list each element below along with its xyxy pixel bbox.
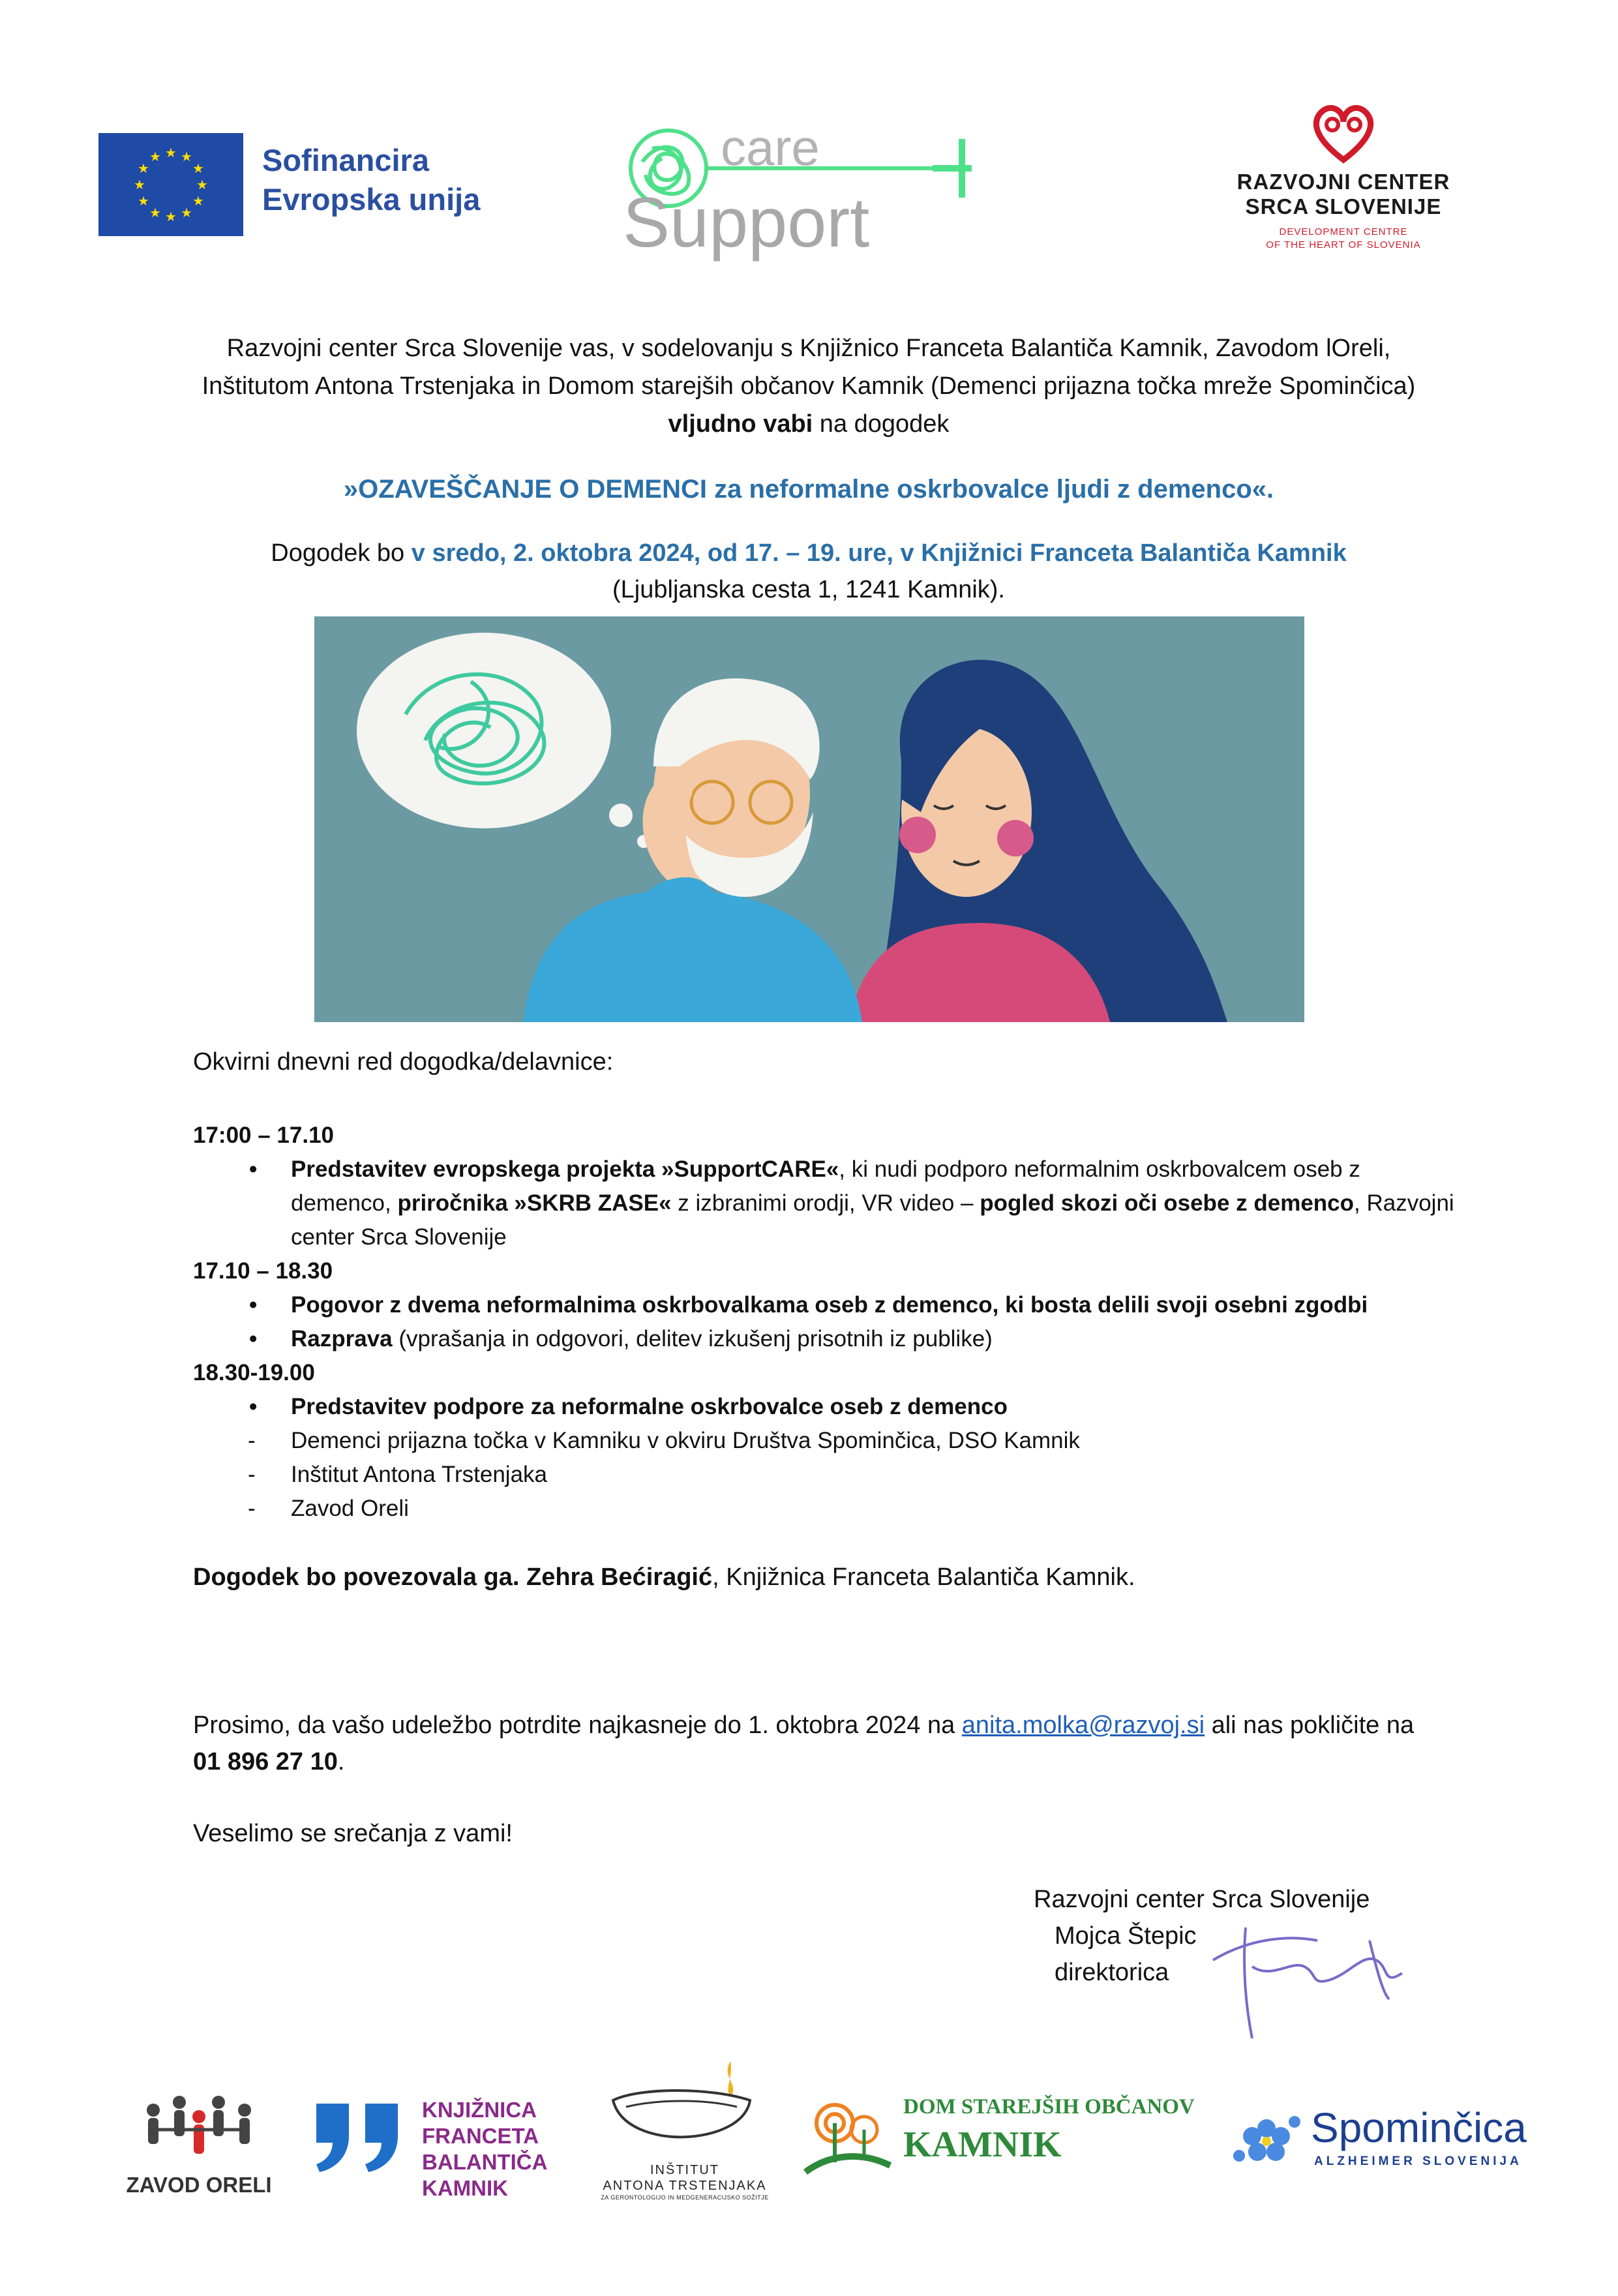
signature-org: Razvojni center Srca Slovenije bbox=[1034, 1886, 1370, 1913]
svg-text:★: ★ bbox=[196, 177, 208, 192]
moderator-line: Dogodek bo povezovala ga. Zehra Bećiragić, Knjižnica Franceta Balantiča Kamnik. bbox=[193, 1563, 1135, 1591]
spomincica-logo: Spominčica ALZHEIMER SLOVENIJA bbox=[1226, 2104, 1552, 2182]
support-care-logo bbox=[623, 123, 981, 273]
rcss-subtitle: DEVELOPMENT CENTRE OF THE HEART OF SLOVENIA bbox=[1266, 226, 1421, 250]
svg-text:★: ★ bbox=[181, 149, 192, 164]
agenda-time-1: 17:00 – 17.10 bbox=[193, 1123, 335, 1148]
agenda-list bbox=[193, 1119, 1465, 1526]
svg-text:★: ★ bbox=[149, 149, 161, 164]
rcss-logo bbox=[1206, 101, 1480, 271]
quote-marks-icon bbox=[310, 2097, 408, 2175]
heart-swirl-icon bbox=[1308, 101, 1379, 166]
svg-text:★: ★ bbox=[134, 177, 145, 192]
oil-lamp-icon bbox=[600, 2048, 770, 2159]
institut-trstenjaka-logo: INŠTITUT ANTONA TRSTENJAKA ZA GERONTOLOGIJO IN MEDGENERACIJSKO SOŽITJE bbox=[600, 2048, 770, 2211]
agenda-item: • Pogovor z dvema neformalnima oskrbovalkama oseb z demenco, ki bosta delili svoji osebni zgodbi bbox=[249, 1292, 1368, 1318]
agenda-time-3: 18.30-19.00 bbox=[193, 1360, 315, 1385]
event-headline: »OZAVEŠČANJE O DEMENCI za neformalne oskrbovalce ljudi z demenco«. bbox=[343, 475, 1274, 504]
svg-text:★: ★ bbox=[138, 193, 149, 209]
event-details: Dogodek bo v sredo, 2. oktobra 2024, od 17. – 19. ure, v Knjižnici Franceta Balantiča Kamnik (Ljubljanska cesta 1, 1241 Kamnik). bbox=[163, 535, 1454, 608]
agenda-item: • Predstavitev evropskega projekta »SupportCARE«, ki nudi podporo neformalnim oskrbovalcem oseb z demenco, priročnika »SKRB ZASE« z izbranimi orodji, VR video – pogled skozi oči osebe z demenco, Razvojni center Srca Slovenije bbox=[249, 1156, 1454, 1250]
eu-cofunded-label: Sofinancira Evropska unija bbox=[262, 143, 481, 217]
dom-starejsih-logo: DOM STAREJŠIH OBČANOV KAMNIK bbox=[799, 2087, 1216, 2185]
agenda-time-2: 17.10 – 18.30 bbox=[193, 1258, 333, 1284]
eu-flag-logo bbox=[98, 133, 243, 236]
rcss-title-1: RAZVOJNI CENTER bbox=[1236, 170, 1450, 194]
svg-text:★: ★ bbox=[138, 160, 149, 176]
people-circle-icon bbox=[134, 2091, 264, 2169]
agenda-title: Okvirni dnevni red dogodka/delavnice: bbox=[193, 1048, 614, 1076]
rsvp-paragraph: Prosimo, da vašo udeležbo potrdite najkasneje do 1. oktobra 2024 na anita.molka@razvoj.si ali nas pokličite na 01 896 27 10. bbox=[193, 1712, 1415, 1775]
tree-landscape-icon bbox=[799, 2087, 897, 2179]
handwritten-signature bbox=[1206, 1914, 1415, 2045]
knjiznica-logo: KNJIŽNICA FRANCETA BALANTIČA KAMNIK bbox=[310, 2097, 584, 2214]
email-link[interactable]: anita.molka@razvoj.si bbox=[961, 1712, 1205, 1739]
agenda-subitem: - Demenci prijazna točka v Kamniku v okviru Društva Spominčica, DSO Kamnik bbox=[248, 1428, 1080, 1453]
svg-text:★: ★ bbox=[149, 205, 161, 220]
agenda-item: • Predstavitev podpore za neformalne oskrbovalce oseb z demenco bbox=[249, 1394, 1008, 1419]
svg-text:★: ★ bbox=[192, 160, 204, 176]
signature-name: Mojca Štepic bbox=[1055, 1922, 1197, 1950]
agenda-subitem: - Zavod Oreli bbox=[248, 1496, 409, 1521]
phone-number: 01 896 27 10 bbox=[193, 1748, 338, 1775]
svg-text:★: ★ bbox=[181, 205, 192, 220]
dementia-illustration bbox=[314, 616, 1304, 1022]
svg-text:★: ★ bbox=[192, 193, 204, 209]
closing-greeting: Veselimo se srečanja z vami! bbox=[193, 1820, 513, 1847]
signature-role: direktorica bbox=[1055, 1959, 1169, 1986]
forget-me-not-icon bbox=[1226, 2104, 1311, 2175]
event-address: (Ljubljanska cesta 1, 1241 Kamnik). bbox=[612, 576, 1005, 603]
agenda-item: • Razprava (vprašanja in odgovori, delitev izkušenj prisotnih iz publike) bbox=[249, 1326, 993, 1352]
svg-text:★: ★ bbox=[165, 209, 177, 224]
rcss-title-2: SRCA SLOVENIJE bbox=[1245, 194, 1442, 219]
care-word: care bbox=[721, 123, 820, 176]
support-word: Support bbox=[623, 183, 870, 262]
invitation-paragraph: Razvojni center Srca Slovenije vas, v sodelovanju s Knjižnico Franceta Balantiča Kamnik, Zavodom lOreli, Inštitutom Antona Trstenjaka in Domom starejših občanov Kamnik (Demenci prijazna točka mreže Spominčica) vljudno vabi na dogodek bbox=[202, 335, 1416, 438]
zavod-oreli-logo: ZAVOD ORELI bbox=[114, 2091, 284, 2205]
eu-stars-icon bbox=[98, 133, 243, 236]
svg-text:★: ★ bbox=[165, 145, 177, 160]
agenda-subitem: - Inštitut Antona Trstenjaka bbox=[248, 1462, 548, 1487]
